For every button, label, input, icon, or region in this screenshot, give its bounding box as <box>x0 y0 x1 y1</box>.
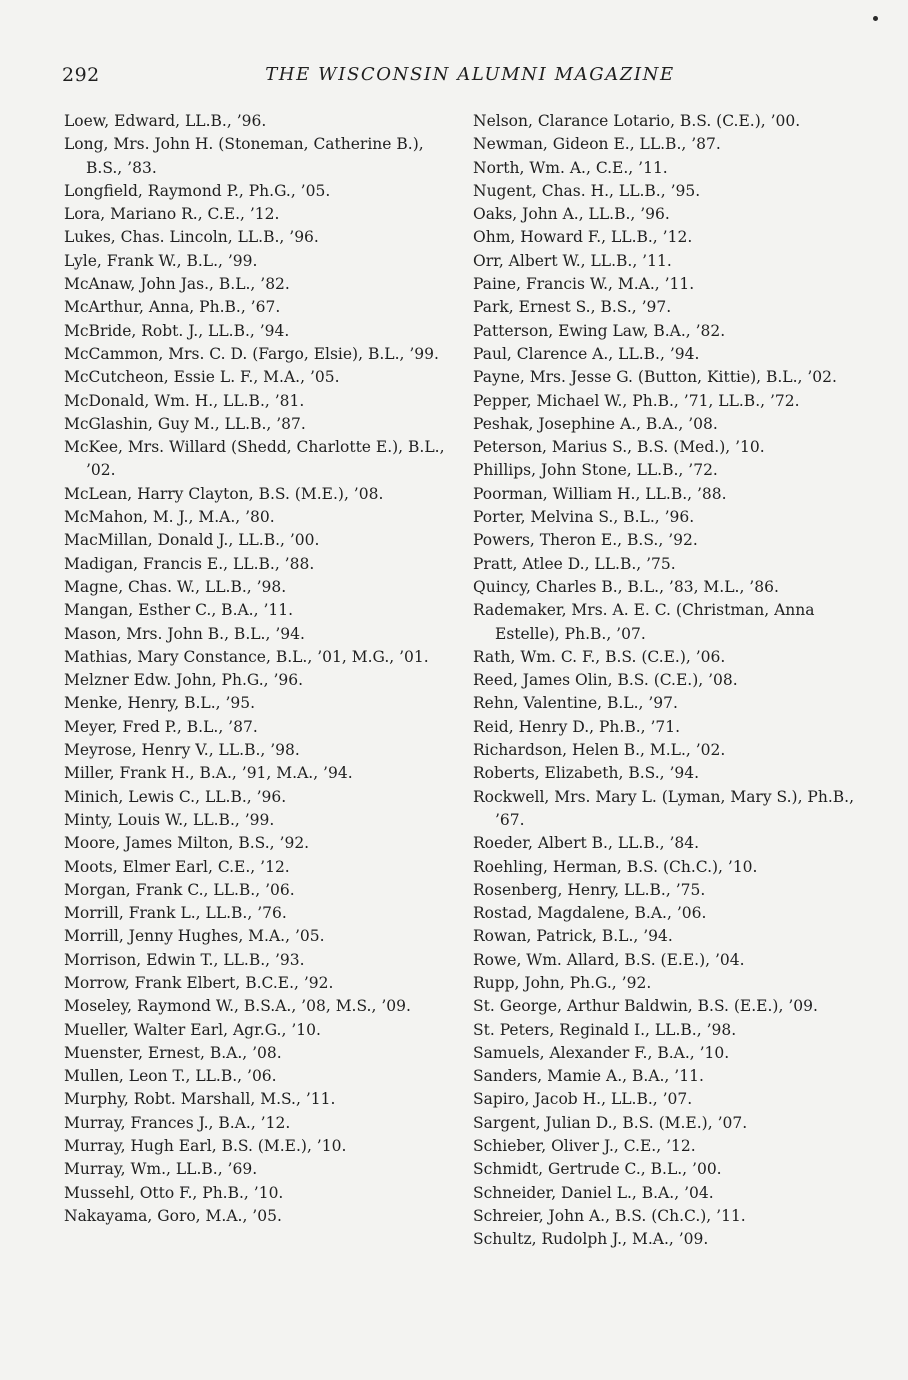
alumni-entry: Phillips, John Stone, LL.B., ’72. <box>473 461 718 480</box>
alumni-entry: St. Peters, Reginald I., LL.B., ’98. <box>473 1020 737 1039</box>
alumni-entry: Minich, Lewis C., LL.B., ’96. <box>64 787 287 806</box>
alumni-entry: Rowe, Wm. Allard, B.S. (E.E.), ’04. <box>473 950 745 969</box>
alumni-entry: Moots, Elmer Earl, C.E., ’12. <box>64 857 290 876</box>
alumni-entry: Madigan, Francis E., LL.B., ’88. <box>64 554 315 573</box>
running-title: THE WISCONSIN ALUMNI MAGAZINE <box>265 64 675 85</box>
alumni-entry: Murray, Frances J., B.A., ’12. <box>64 1113 291 1132</box>
alumni-entry: Reed, James Olin, B.S. (C.E.), ’08. <box>473 671 738 690</box>
alumni-entry: Rockwell, Mrs. Mary L. (Lyman, Mary S.), Ph.B., ’67. <box>473 787 855 829</box>
alumni-entry: Paul, Clarence A., LL.B., ’94. <box>473 344 700 363</box>
alumni-entry: Roehling, Herman, B.S. (Ch.C.), ’10. <box>473 857 758 876</box>
alumni-entry: Moore, James Milton, B.S., ’92. <box>64 834 310 853</box>
alumni-entry: Peterson, Marius S., B.S. (Med.), ’10. <box>473 438 765 457</box>
alumni-entry: Magne, Chas. W., LL.B., ’98. <box>64 577 287 596</box>
alumni-entry: Newman, Gideon E., LL.B., ’87. <box>473 135 721 154</box>
alumni-entry: Morgan, Frank C., LL.B., ’06. <box>64 880 295 899</box>
right-column <box>473 110 857 1252</box>
page-number: 292 <box>62 64 100 86</box>
alumni-entry: Roberts, Elizabeth, B.S., ’94. <box>473 764 700 783</box>
alumni-entry: Peshak, Josephine A., B.A., ’08. <box>473 414 718 433</box>
alumni-entry: St. George, Arthur Baldwin, B.S. (E.E.), ’09. <box>473 997 818 1016</box>
alumni-entry: Rademaker, Mrs. A. E. C. (Christman, Anna Estelle), Ph.B., ’07. <box>473 601 815 643</box>
alumni-entry: North, Wm. A., C.E., ’11. <box>473 158 668 177</box>
alumni-entry: Mullen, Leon T., LL.B., ’06. <box>64 1067 277 1086</box>
alumni-entry: Quincy, Charles B., B.L., ’83, M.L., ’86. <box>473 577 779 596</box>
alumni-entry: Melzner Edw. John, Ph.G., ’96. <box>64 671 304 690</box>
alumni-entry: McCammon, Mrs. C. D. (Fargo, Elsie), B.L., ’99. <box>64 344 439 363</box>
alumni-entry: Meyrose, Henry V., LL.B., ’98. <box>64 741 300 760</box>
alumni-entry: Sapiro, Jacob H., LL.B., ’07. <box>473 1090 693 1109</box>
alumni-entry: Mueller, Walter Earl, Agr.G., ’10. <box>64 1020 321 1039</box>
page-header <box>62 64 848 88</box>
alumni-entry: Rath, Wm. C. F., B.S. (C.E.), ’06. <box>473 647 726 666</box>
alumni-entry: Mason, Mrs. John B., B.L., ’94. <box>64 624 305 643</box>
alumni-entry: McBride, Robt. J., LL.B., ’94. <box>64 321 290 340</box>
alumni-entry: Sanders, Mamie A., B.A., ’11. <box>473 1067 704 1086</box>
alumni-entry: Porter, Melvina S., B.L., ’96. <box>473 508 695 527</box>
alumni-entry: Lukes, Chas. Lincoln, LL.B., ’96. <box>64 228 319 247</box>
alumni-entry: Minty, Louis W., LL.B., ’99. <box>64 810 275 829</box>
alumni-entry: Longfield, Raymond P., Ph.G., ’05. <box>64 181 331 200</box>
alumni-entry: Muenster, Ernest, B.A., ’08. <box>64 1043 282 1062</box>
alumni-entry: Rehn, Valentine, B.L., ’97. <box>473 694 678 713</box>
alumni-entry: Sargent, Julian D., B.S. (M.E.), ’07. <box>473 1113 748 1132</box>
alumni-entry: Rostad, Magdalene, B.A., ’06. <box>473 904 707 923</box>
alumni-entry: Mangan, Esther C., B.A., ’11. <box>64 601 294 620</box>
alumni-entry: Oaks, John A., LL.B., ’96. <box>473 205 670 224</box>
alumni-entry: Rowan, Patrick, B.L., ’94. <box>473 927 673 946</box>
alumni-entry: Pepper, Michael W., Ph.B., ’71, LL.B., ’72. <box>473 391 800 410</box>
alumni-entry: Morrison, Edwin T., LL.B., ’93. <box>64 950 305 969</box>
alumni-entry: Ohm, Howard F., LL.B., ’12. <box>473 228 693 247</box>
alumni-entry: Morrill, Jenny Hughes, M.A., ’05. <box>64 927 325 946</box>
alumni-entry: Schieber, Oliver J., C.E., ’12. <box>473 1137 696 1156</box>
alumni-entry: McDonald, Wm. H., LL.B., ’81. <box>64 391 305 410</box>
alumni-entry: Orr, Albert W., LL.B., ’11. <box>473 251 672 270</box>
alumni-entry: Lyle, Frank W., B.L., ’99. <box>64 251 258 270</box>
alumni-entry: Nakayama, Goro, M.A., ’05. <box>64 1206 282 1225</box>
alumni-entry: Park, Ernest S., B.S., ’97. <box>473 298 672 317</box>
alumni-entry: Schneider, Daniel L., B.A., ’04. <box>473 1183 714 1202</box>
alumni-entry: Long, Mrs. John H. (Stoneman, Catherine B.), B.S., ’83. <box>64 135 424 177</box>
alumni-entry: Schreier, John A., B.S. (Ch.C.), ’11. <box>473 1206 746 1225</box>
alumni-entry: Roeder, Albert B., LL.B., ’84. <box>473 834 700 853</box>
alumni-entry: McKee, Mrs. Willard (Shedd, Charlotte E.), B.L., ’02. <box>64 438 445 480</box>
alumni-entry: McLean, Harry Clayton, B.S. (M.E.), ’08. <box>64 484 384 503</box>
alumni-entry: Meyer, Fred P., B.L., ’87. <box>64 717 258 736</box>
alumni-entry: McAnaw, John Jas., B.L., ’82. <box>64 275 290 294</box>
alumni-entry: Moseley, Raymond W., B.S.A., ’08, M.S., ’09. <box>64 997 411 1016</box>
alumni-entry: Loew, Edward, LL.B., ’96. <box>64 112 267 130</box>
alumni-entry: Richardson, Helen B., M.L., ’02. <box>473 741 726 760</box>
alumni-entry: Schmidt, Gertrude C., B.L., ’00. <box>473 1160 722 1179</box>
alumni-entry: Menke, Henry, B.L., ’95. <box>64 694 256 713</box>
alumni-entry: Mussehl, Otto F., Ph.B., ’10. <box>64 1183 284 1202</box>
alumni-entry: McArthur, Anna, Ph.B., ’67. <box>64 298 281 317</box>
alumni-entry: Murphy, Robt. Marshall, M.S., ’11. <box>64 1090 336 1109</box>
alumni-entry: Morrill, Frank L., LL.B., ’76. <box>64 904 287 923</box>
alumni-entry: Nugent, Chas. H., LL.B., ’95. <box>473 181 701 200</box>
alumni-entry: Samuels, Alexander F., B.A., ’10. <box>473 1043 730 1062</box>
alumni-entry: Morrow, Frank Elbert, B.C.E., ’92. <box>64 973 334 992</box>
left-column <box>64 110 452 1228</box>
alumni-entry: Poorman, William H., LL.B., ’88. <box>473 484 727 503</box>
alumni-entry: McMahon, M. J., M.A., ’80. <box>64 508 275 527</box>
alumni-entry: MacMillan, Donald J., LL.B., ’00. <box>64 531 320 550</box>
alumni-entry: McCutcheon, Essie L. F., M.A., ’05. <box>64 368 340 387</box>
alumni-entry: Rosenberg, Henry, LL.B., ’75. <box>473 880 706 899</box>
alumni-entry: Miller, Frank H., B.A., ’91, M.A., ’94. <box>64 764 353 783</box>
alumni-entry: Patterson, Ewing Law, B.A., ’82. <box>473 321 726 340</box>
alumni-entry: Rupp, John, Ph.G., ’92. <box>473 973 652 992</box>
alumni-entry: Murray, Wm., LL.B., ’69. <box>64 1160 258 1179</box>
ink-speck <box>873 16 878 21</box>
alumni-entry: Lora, Mariano R., C.E., ’12. <box>64 205 280 224</box>
alumni-entry: Schultz, Rudolph J., M.A., ’09. <box>473 1230 709 1249</box>
alumni-entry: Nelson, Clarance Lotario, B.S. (C.E.), ’00. <box>473 112 801 130</box>
alumni-entry: Powers, Theron E., B.S., ’92. <box>473 531 698 550</box>
alumni-entry: Murray, Hugh Earl, B.S. (M.E.), ’10. <box>64 1137 347 1156</box>
alumni-entry: Paine, Francis W., M.A., ’11. <box>473 275 695 294</box>
alumni-entry: Pratt, Atlee D., LL.B., ’75. <box>473 554 676 573</box>
alumni-entry: McGlashin, Guy M., LL.B., ’87. <box>64 414 306 433</box>
alumni-entry: Mathias, Mary Constance, B.L., ’01, M.G., ’01. <box>64 647 429 666</box>
alumni-entry: Payne, Mrs. Jesse G. (Button, Kittie), B.L., ’02. <box>473 368 837 387</box>
alumni-entry: Reid, Henry D., Ph.B., ’71. <box>473 717 681 736</box>
